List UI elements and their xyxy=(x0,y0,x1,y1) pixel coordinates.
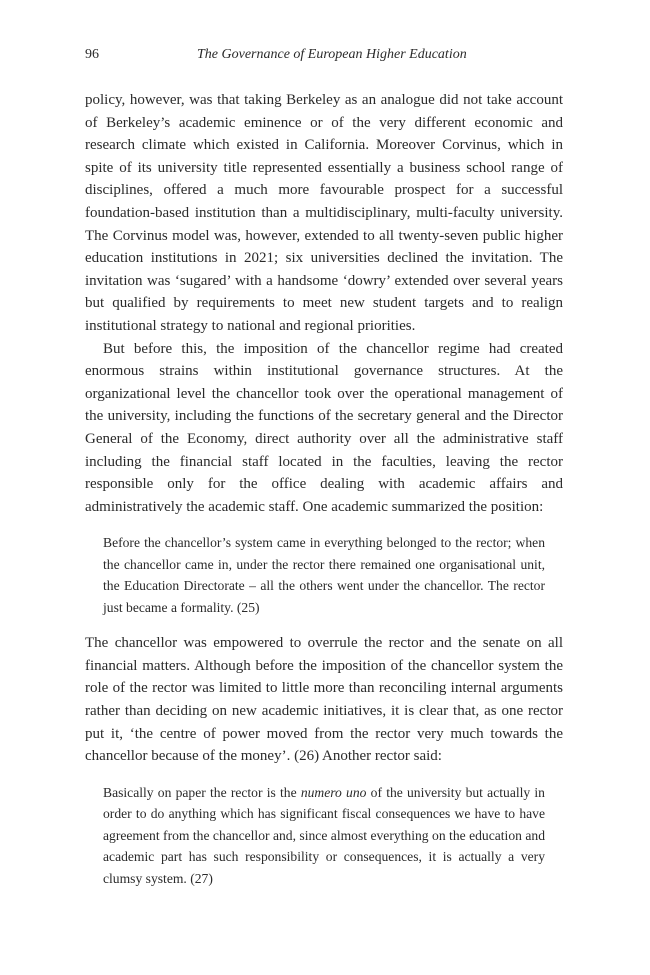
body-text xyxy=(85,89,563,903)
quote-text-end: of the university but actually in order to do anything which has significant fiscal consequences we have to have agreement from the chancellor and, since almost everything on the education and academic part has such responsibility or consequences, it is actually a very clumsy system. (27) xyxy=(103,784,545,886)
quote-text-start: Basically on paper the rector is the xyxy=(103,784,301,800)
paragraph-chancellor-power: The chancellor was empowered to overrule the rector and the senate on all financial matters. Although before the imposition of the chancellor system the role of the rector was limited to little more than reconciling internal arguments rather than deciding on new academic initiatives, it is clear that, as one rector put it, ‘the centre of power moved from the rector very much towards the chancellor because of the money’. (26) Another rector said: xyxy=(85,635,563,765)
running-title: The Governance of European Higher Education xyxy=(197,47,467,62)
running-head xyxy=(85,44,563,66)
block-quote-rector xyxy=(103,782,545,890)
block-quote-academic xyxy=(103,532,545,618)
quote-text-25: Before the chancellor’s system came in everything belonged to the rector; when the chancellor came in, under the rector there remained one organisational unit, the Education Directorate – all the others went under the chancellor. The rector just became a formality. (25) xyxy=(103,535,545,615)
paragraph-continued: policy, however, was that taking Berkeley as an analogue did not take account of Berkeley’s academic eminence or of the very different economic and research climate which existed in California. Moreover Corvinus, which in spite of its university title represented essentially a business school range of disciplines, offered a much more favourable prospect for a successful foundation-based institution than a multidisciplinary, multi-faculty university. The Corvinus model was, however, extended to all twenty-seven public higher education institutions in 2021; six universities declined the invitation. The invitation was ‘sugared’ with a handsome ‘dowry’ extended over several years but qualified by requirements to meet new student targets and to realign institutional strategy to national and regional priorities. xyxy=(85,92,563,334)
page-number: 96 xyxy=(85,47,99,62)
quote-text-27 xyxy=(103,782,545,890)
paragraph-chancellor-regime: But before this, the imposition of the chancellor regime had created enormous strains within institutional governance structures. At the organizational level the chancellor took over the operational management of the university, including the functions of the secretary general and the Director General of the Economy, direct authority over all the administrative staff including the financial staff located in the faculties, leaving the rector responsible only for the office dealing with academic affairs and administratively the academic staff. One academic summarized the position: xyxy=(85,340,563,515)
quote-italic-phrase: numero uno xyxy=(300,784,367,800)
